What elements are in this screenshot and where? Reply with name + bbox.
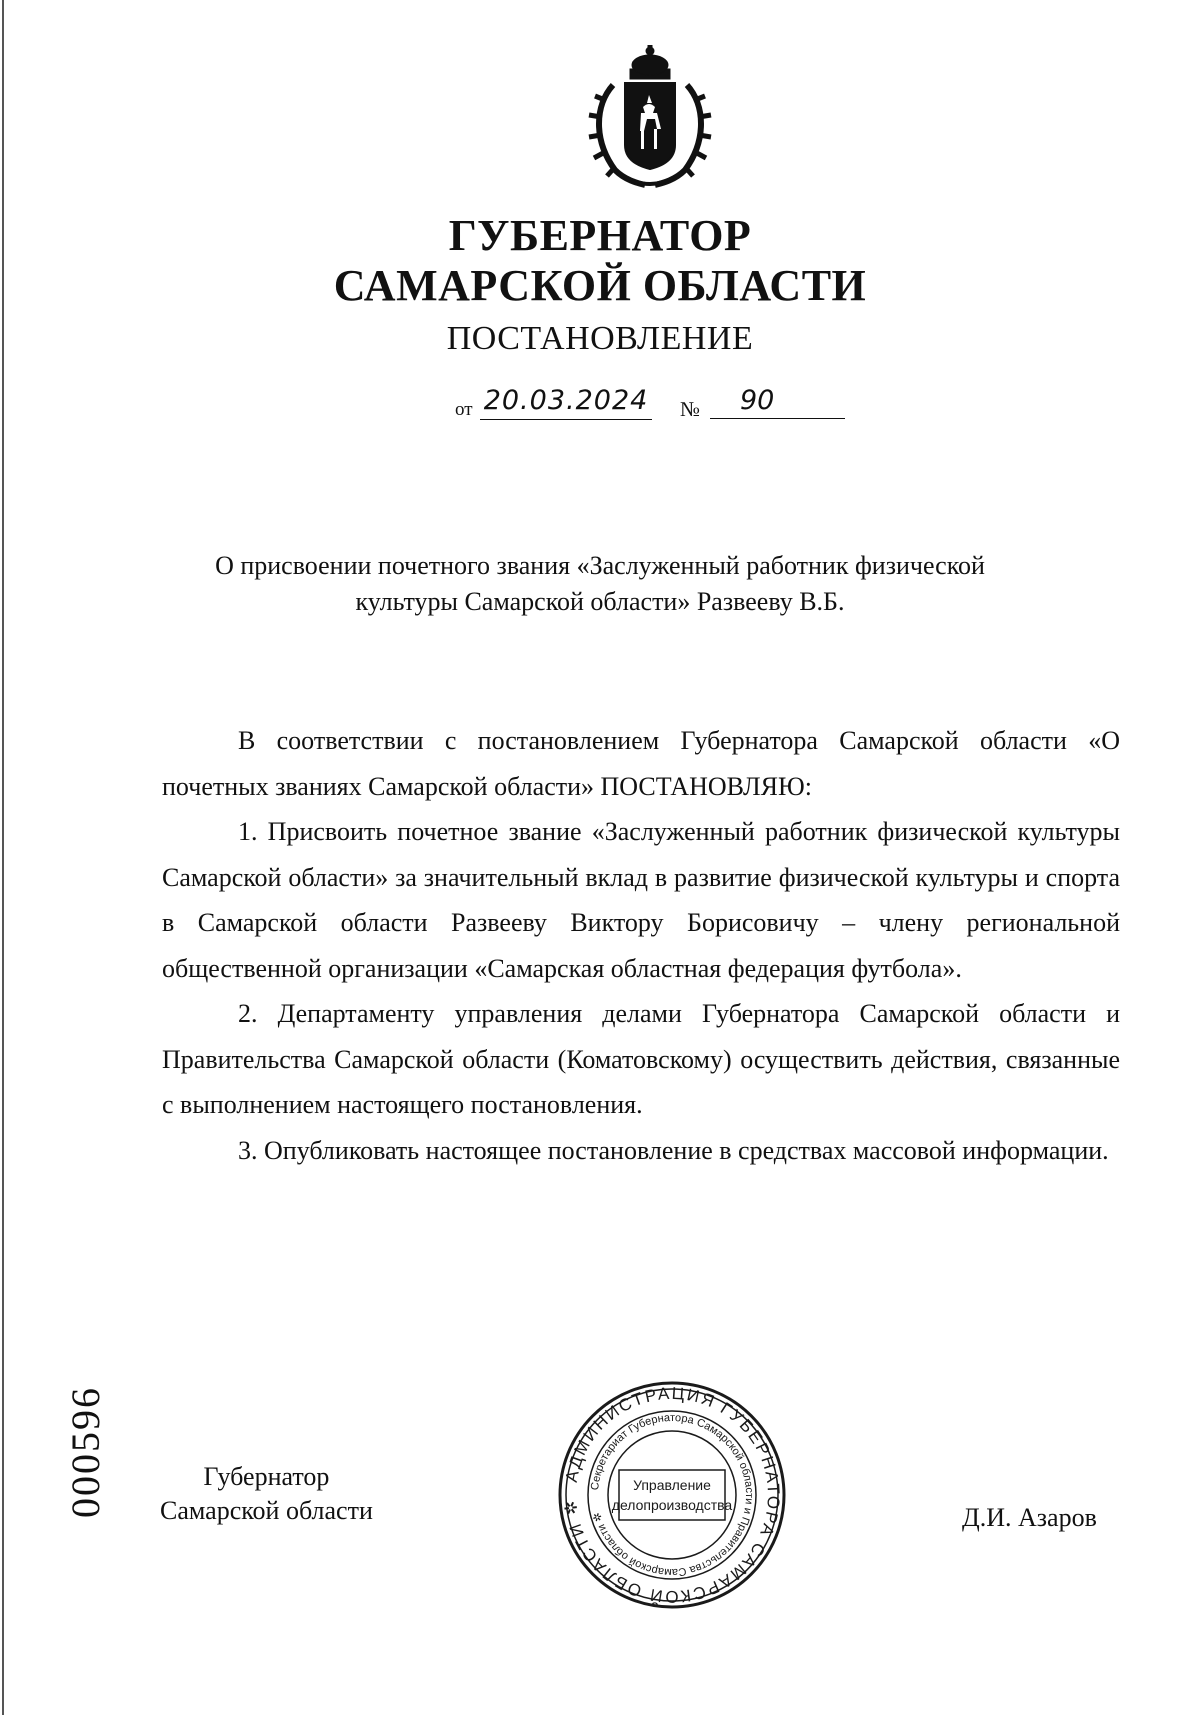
body-item-3: 3. Опубликовать настоящее постановление в средствах массовой информации. <box>238 1135 1109 1165</box>
subject-line1: О присвоении почетного звания «Заслуженный работник физической <box>215 551 985 580</box>
document-number: 90 <box>710 385 845 419</box>
serial-number: 000596 <box>63 1386 108 1518</box>
date-number-line <box>455 385 855 425</box>
svg-text:Секретариат Губернатора Самарс <box>589 1412 755 1578</box>
body-item-1: 1. Присвоить почетное звание «Заслуженный работник физической культуры Самарской области» за значительный вклад в развитие физической культуры и спорта в Самарской области Развееву Виктору Борисовичу – члену региональной общественной организации «Самарская областная федерация футбола». <box>162 817 1120 983</box>
stamp-inner-text: Секретариат Губернатора Самарской области и Правительства Самарской области ✲ <box>589 1411 756 1579</box>
authority-title-line2: САМАРСКОЙ ОБЛАСТИ <box>333 261 867 310</box>
samara-coat-of-arms-icon <box>585 45 715 190</box>
signer-title-line2: Самарской области <box>160 1496 373 1525</box>
body-intro: В соответствии с постановлением Губернатора Самарской области «О почетных званиях Самарской области» ПОСТАНОВЛЯЮ: <box>162 726 1120 801</box>
signer-name: Д.И. Азаров <box>962 1503 1097 1532</box>
signer-title-line1: Губернатор <box>203 1462 330 1491</box>
document-body <box>162 718 1120 1173</box>
stamp-center-line1: Управление <box>633 1477 711 1493</box>
subject-line2: культуры Самарской области» Развееву В.Б. <box>355 587 845 616</box>
stamp-outer-text: АДМИНИСТРАЦИЯ ГУБЕРНАТОРА САМАРСКОЙ ОБЛАСТИ ✲ <box>560 1383 784 1607</box>
document-type: ПОСТАНОВЛЕНИЕ <box>446 320 754 357</box>
body-item-2: 2. Департаменту управления делами Губернатора Самарской области и Правительства Самарской области (Коматовскому) осуществить действия, связанные с выполнением настоящего постановления. <box>162 999 1120 1119</box>
authority-title-line1: ГУБЕРНАТОР <box>448 211 752 260</box>
number-label: № <box>680 397 701 421</box>
document-subject <box>160 548 1040 620</box>
document-date: 20.03.2024 <box>480 385 652 420</box>
stamp-center-line2: делопроизводства <box>611 1497 733 1513</box>
date-from-label: от <box>455 399 473 420</box>
official-stamp <box>557 1380 787 1610</box>
signer-title <box>160 1460 373 1528</box>
